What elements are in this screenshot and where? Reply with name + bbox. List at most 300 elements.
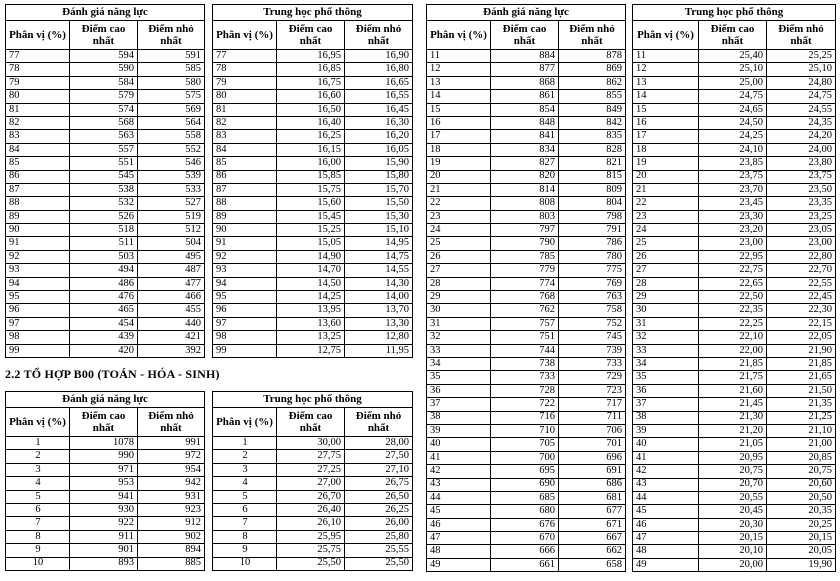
table-row	[6, 490, 205, 503]
header-percentile: Phân vị (%)	[6, 408, 70, 437]
header-percentile: Phân vị (%)	[427, 21, 491, 50]
table-row	[6, 463, 205, 476]
table-row	[633, 505, 836, 518]
cell-min-score: 580	[138, 76, 205, 89]
cell-max-score: 15,75	[277, 183, 345, 196]
cell-max-score: 930	[70, 503, 138, 516]
table-row	[6, 450, 205, 463]
cell-min-score: 723	[559, 384, 626, 397]
cell-percentile: 81	[6, 103, 70, 116]
cell-percentile: 46	[633, 518, 699, 531]
cell-percentile: 8	[6, 530, 70, 543]
cell-percentile: 90	[213, 224, 277, 237]
cell-min-score: 954	[138, 463, 205, 476]
cell-max-score: 676	[491, 518, 559, 531]
cell-min-score: 677	[559, 505, 626, 518]
cell-max-score: 661	[491, 558, 559, 571]
cell-min-score: 828	[559, 143, 626, 156]
table-row	[427, 558, 626, 571]
table-row	[6, 437, 205, 450]
table-row	[633, 237, 836, 250]
header-max-score: Điểm cao nhất	[277, 408, 345, 437]
table-row	[213, 63, 413, 76]
cell-percentile: 9	[6, 544, 70, 557]
cell-max-score: 594	[70, 50, 138, 63]
cell-min-score: 591	[138, 50, 205, 63]
cell-max-score: 716	[491, 411, 559, 424]
cell-max-score: 420	[70, 344, 138, 357]
table-row	[213, 304, 413, 317]
table-row	[427, 250, 626, 263]
cell-min-score: 24,00	[767, 143, 836, 156]
cell-max-score: 877	[491, 63, 559, 76]
table-row	[633, 183, 836, 196]
cell-percentile: 18	[427, 143, 491, 156]
cell-percentile: 90	[6, 224, 70, 237]
percentile-table-dgnl-a00	[5, 4, 205, 358]
cell-min-score: 519	[138, 210, 205, 223]
cell-percentile: 32	[427, 331, 491, 344]
cell-percentile: 49	[427, 558, 491, 571]
table-row	[6, 76, 205, 89]
cell-min-score: 23,05	[767, 224, 836, 237]
cell-max-score: 971	[70, 463, 138, 476]
cell-max-score: 722	[491, 398, 559, 411]
cell-max-score: 710	[491, 424, 559, 437]
table-row	[6, 210, 205, 223]
table-row	[427, 438, 626, 451]
cell-min-score: 16,65	[345, 76, 413, 89]
table-row	[633, 170, 836, 183]
table-row	[213, 317, 413, 330]
cell-percentile: 43	[633, 478, 699, 491]
table-row	[427, 157, 626, 170]
table-row	[213, 291, 413, 304]
percentile-table-thpt-b00-cont	[632, 4, 836, 572]
cell-min-score: 14,00	[345, 291, 413, 304]
cell-percentile: 11	[633, 50, 699, 63]
cell-min-score: 26,50	[345, 490, 413, 503]
cell-min-score: 13,30	[345, 317, 413, 330]
cell-percentile: 42	[633, 465, 699, 478]
cell-max-score: 20,10	[699, 545, 767, 558]
cell-max-score: 23,30	[699, 210, 767, 223]
cell-percentile: 91	[213, 237, 277, 250]
table-row	[633, 532, 836, 545]
table-row	[633, 143, 836, 156]
cell-max-score: 16,25	[277, 130, 345, 143]
table-row	[633, 317, 836, 330]
cell-percentile: 86	[213, 170, 277, 183]
cell-percentile: 44	[633, 491, 699, 504]
cell-min-score: 16,80	[345, 63, 413, 76]
cell-min-score: 564	[138, 116, 205, 129]
cell-min-score: 16,55	[345, 90, 413, 103]
cell-min-score: 849	[559, 103, 626, 116]
cell-min-score: 22,05	[767, 331, 836, 344]
table-row	[427, 465, 626, 478]
cell-max-score: 511	[70, 237, 138, 250]
cell-max-score: 690	[491, 478, 559, 491]
cell-min-score: 729	[559, 371, 626, 384]
cell-percentile: 87	[213, 183, 277, 196]
cell-percentile: 34	[633, 357, 699, 370]
cell-max-score: 574	[70, 103, 138, 116]
cell-min-score: 696	[559, 451, 626, 464]
cell-percentile: 93	[6, 264, 70, 277]
cell-percentile: 35	[633, 371, 699, 384]
cell-min-score: 20,35	[767, 505, 836, 518]
cell-percentile: 91	[6, 237, 70, 250]
cell-percentile: 45	[427, 505, 491, 518]
table-row	[633, 331, 836, 344]
percentile-table-dgnl-b00-cont	[426, 4, 626, 572]
cell-max-score: 20,70	[699, 478, 767, 491]
table-row	[213, 557, 413, 570]
table-row	[633, 465, 836, 478]
cell-max-score: 518	[70, 224, 138, 237]
cell-max-score: 27,00	[277, 477, 345, 490]
table-row	[427, 50, 626, 63]
cell-max-score: 27,25	[277, 463, 345, 476]
table-row	[6, 264, 205, 277]
table-title: Trung học phổ thông	[633, 5, 836, 21]
table-row	[427, 76, 626, 89]
cell-min-score: 16,30	[345, 116, 413, 129]
cell-min-score: 558	[138, 130, 205, 143]
cell-min-score: 972	[138, 450, 205, 463]
table-row	[6, 344, 205, 357]
cell-percentile: 21	[633, 183, 699, 196]
cell-max-score: 579	[70, 90, 138, 103]
cell-max-score: 738	[491, 357, 559, 370]
cell-percentile: 16	[427, 116, 491, 129]
table-row	[633, 398, 836, 411]
cell-max-score: 13,25	[277, 331, 345, 344]
cell-max-score: 841	[491, 130, 559, 143]
cell-max-score: 14,90	[277, 250, 345, 263]
table-row	[6, 503, 205, 516]
cell-min-score: 22,55	[767, 277, 836, 290]
table-row	[427, 384, 626, 397]
cell-max-score: 953	[70, 477, 138, 490]
cell-percentile: 29	[427, 291, 491, 304]
cell-max-score: 685	[491, 491, 559, 504]
cell-max-score: 15,05	[277, 237, 345, 250]
cell-min-score: 739	[559, 344, 626, 357]
cell-max-score: 26,40	[277, 503, 345, 516]
cell-min-score: 923	[138, 503, 205, 516]
cell-max-score: 551	[70, 157, 138, 170]
cell-min-score: 25,25	[767, 50, 836, 63]
table-row	[633, 210, 836, 223]
cell-min-score: 791	[559, 224, 626, 237]
table-row	[213, 264, 413, 277]
table-title: Trung học phổ thông	[213, 392, 413, 408]
cell-min-score: 22,45	[767, 291, 836, 304]
cell-min-score: 686	[559, 478, 626, 491]
cell-max-score: 16,15	[277, 143, 345, 156]
cell-max-score: 762	[491, 304, 559, 317]
cell-min-score: 569	[138, 103, 205, 116]
table-row	[6, 116, 205, 129]
cell-max-score: 922	[70, 517, 138, 530]
cell-max-score: 16,40	[277, 116, 345, 129]
cell-min-score: 21,90	[767, 344, 836, 357]
cell-min-score: 466	[138, 291, 205, 304]
table-row	[633, 277, 836, 290]
cell-max-score: 25,40	[699, 50, 767, 63]
cell-percentile: 5	[6, 490, 70, 503]
cell-min-score: 667	[559, 532, 626, 545]
cell-max-score: 545	[70, 170, 138, 183]
cell-max-score: 22,25	[699, 317, 767, 330]
cell-min-score: 733	[559, 357, 626, 370]
table-row	[6, 130, 205, 143]
cell-min-score: 24,35	[767, 116, 836, 129]
cell-min-score: 894	[138, 544, 205, 557]
cell-max-score: 13,60	[277, 317, 345, 330]
table-row	[633, 558, 836, 571]
cell-percentile: 6	[213, 503, 277, 516]
table-row	[213, 544, 413, 557]
cell-percentile: 19	[633, 157, 699, 170]
table-row	[633, 250, 836, 263]
cell-min-score: 504	[138, 237, 205, 250]
cell-percentile: 28	[427, 277, 491, 290]
cell-min-score: 878	[559, 50, 626, 63]
cell-percentile: 15	[633, 103, 699, 116]
cell-percentile: 88	[213, 197, 277, 210]
cell-min-score: 23,00	[767, 237, 836, 250]
table-row	[213, 477, 413, 490]
cell-max-score: 503	[70, 250, 138, 263]
cell-percentile: 46	[427, 518, 491, 531]
table-row	[633, 157, 836, 170]
cell-min-score: 24,55	[767, 103, 836, 116]
cell-min-score: 26,25	[345, 503, 413, 516]
cell-percentile: 77	[6, 50, 70, 63]
cell-percentile: 86	[6, 170, 70, 183]
cell-max-score: 25,95	[277, 530, 345, 543]
cell-min-score: 769	[559, 277, 626, 290]
table-row	[427, 398, 626, 411]
cell-max-score: 465	[70, 304, 138, 317]
cell-min-score: 26,00	[345, 517, 413, 530]
table-row	[427, 545, 626, 558]
table-row	[427, 304, 626, 317]
cell-max-score: 26,70	[277, 490, 345, 503]
cell-max-score: 666	[491, 545, 559, 558]
cell-percentile: 43	[427, 478, 491, 491]
table-row	[213, 130, 413, 143]
cell-max-score: 814	[491, 183, 559, 196]
cell-percentile: 82	[213, 116, 277, 129]
cell-max-score: 20,75	[699, 465, 767, 478]
cell-max-score: 20,45	[699, 505, 767, 518]
cell-min-score: 798	[559, 210, 626, 223]
table-row	[633, 197, 836, 210]
cell-percentile: 3	[213, 463, 277, 476]
table-row	[427, 130, 626, 143]
cell-percentile: 12	[633, 63, 699, 76]
cell-percentile: 83	[213, 130, 277, 143]
table-row	[213, 517, 413, 530]
cell-percentile: 21	[427, 183, 491, 196]
cell-min-score: 16,45	[345, 103, 413, 116]
cell-percentile: 29	[633, 291, 699, 304]
cell-max-score: 14,50	[277, 277, 345, 290]
cell-percentile: 92	[213, 250, 277, 263]
cell-max-score: 25,00	[699, 76, 767, 89]
cell-percentile: 39	[633, 424, 699, 437]
cell-max-score: 941	[70, 490, 138, 503]
cell-percentile: 48	[427, 545, 491, 558]
cell-max-score: 728	[491, 384, 559, 397]
table-row	[633, 357, 836, 370]
table-row	[213, 463, 413, 476]
cell-max-score: 25,75	[277, 544, 345, 557]
cell-max-score: 911	[70, 530, 138, 543]
cell-percentile: 15	[427, 103, 491, 116]
cell-max-score: 21,05	[699, 438, 767, 451]
cell-percentile: 11	[427, 50, 491, 63]
cell-min-score: 13,70	[345, 304, 413, 317]
cell-max-score: 21,45	[699, 398, 767, 411]
cell-min-score: 21,25	[767, 411, 836, 424]
cell-min-score: 575	[138, 90, 205, 103]
table-row	[427, 491, 626, 504]
cell-percentile: 41	[633, 451, 699, 464]
table-row	[6, 103, 205, 116]
cell-percentile: 39	[427, 424, 491, 437]
table-row	[6, 183, 205, 196]
cell-percentile: 26	[633, 250, 699, 263]
cell-min-score: 22,30	[767, 304, 836, 317]
header-min-score: Điểm nhỏ nhất	[559, 21, 626, 50]
cell-percentile: 22	[427, 197, 491, 210]
cell-percentile: 10	[6, 557, 70, 570]
cell-max-score: 24,25	[699, 130, 767, 143]
table-row	[427, 210, 626, 223]
table-row	[427, 63, 626, 76]
cell-min-score: 539	[138, 170, 205, 183]
cell-min-score: 701	[559, 438, 626, 451]
table-row	[427, 277, 626, 290]
cell-max-score: 848	[491, 116, 559, 129]
table-row	[6, 170, 205, 183]
cell-min-score: 585	[138, 63, 205, 76]
cell-percentile: 98	[213, 331, 277, 344]
cell-min-score: 752	[559, 317, 626, 330]
cell-max-score: 21,30	[699, 411, 767, 424]
cell-percentile: 99	[213, 344, 277, 357]
header-min-score: Điểm nhỏ nhất	[138, 21, 205, 50]
cell-max-score: 797	[491, 224, 559, 237]
cell-max-score: 733	[491, 371, 559, 384]
table-row	[633, 424, 836, 437]
table-row	[427, 224, 626, 237]
table-row	[6, 291, 205, 304]
cell-max-score: 790	[491, 237, 559, 250]
table-row	[427, 424, 626, 437]
cell-max-score: 486	[70, 277, 138, 290]
cell-min-score: 21,50	[767, 384, 836, 397]
cell-max-score: 563	[70, 130, 138, 143]
cell-percentile: 30	[427, 304, 491, 317]
cell-min-score: 546	[138, 157, 205, 170]
cell-max-score: 532	[70, 197, 138, 210]
cell-percentile: 45	[633, 505, 699, 518]
cell-percentile: 48	[633, 545, 699, 558]
cell-max-score: 584	[70, 76, 138, 89]
cell-max-score: 21,60	[699, 384, 767, 397]
cell-max-score: 751	[491, 331, 559, 344]
cell-max-score: 12,75	[277, 344, 345, 357]
cell-max-score: 20,30	[699, 518, 767, 531]
cell-percentile: 41	[427, 451, 491, 464]
header-min-score: Điểm nhỏ nhất	[767, 21, 836, 50]
table-row	[6, 530, 205, 543]
table-title: Trung học phổ thông	[213, 5, 413, 21]
cell-max-score: 16,50	[277, 103, 345, 116]
cell-percentile: 4	[6, 477, 70, 490]
cell-min-score: 27,50	[345, 450, 413, 463]
table-row	[427, 411, 626, 424]
cell-min-score: 477	[138, 277, 205, 290]
cell-percentile: 22	[633, 197, 699, 210]
cell-max-score: 827	[491, 157, 559, 170]
cell-percentile: 14	[427, 90, 491, 103]
cell-min-score: 23,50	[767, 183, 836, 196]
cell-max-score: 22,95	[699, 250, 767, 263]
cell-min-score: 23,80	[767, 157, 836, 170]
cell-percentile: 6	[6, 503, 70, 516]
table-row	[213, 237, 413, 250]
cell-max-score: 15,60	[277, 197, 345, 210]
cell-max-score: 23,85	[699, 157, 767, 170]
table-row	[633, 63, 836, 76]
cell-min-score: 552	[138, 143, 205, 156]
cell-min-score: 691	[559, 465, 626, 478]
table-row	[6, 237, 205, 250]
cell-min-score: 885	[138, 557, 205, 570]
cell-max-score: 744	[491, 344, 559, 357]
cell-min-score: 24,20	[767, 130, 836, 143]
table-row	[427, 357, 626, 370]
cell-max-score: 526	[70, 210, 138, 223]
cell-max-score: 808	[491, 197, 559, 210]
table-row	[633, 478, 836, 491]
cell-percentile: 98	[6, 331, 70, 344]
cell-percentile: 42	[427, 465, 491, 478]
table-row	[633, 384, 836, 397]
cell-percentile: 93	[213, 264, 277, 277]
table-row	[633, 76, 836, 89]
cell-min-score: 16,90	[345, 50, 413, 63]
cell-max-score: 861	[491, 90, 559, 103]
table-row	[633, 50, 836, 63]
table-row	[633, 344, 836, 357]
cell-min-score: 25,55	[345, 544, 413, 557]
table-row	[6, 557, 205, 570]
cell-min-score: 533	[138, 183, 205, 196]
cell-min-score: 20,85	[767, 451, 836, 464]
cell-percentile: 27	[633, 264, 699, 277]
cell-max-score: 774	[491, 277, 559, 290]
cell-max-score: 24,65	[699, 103, 767, 116]
cell-max-score: 439	[70, 331, 138, 344]
